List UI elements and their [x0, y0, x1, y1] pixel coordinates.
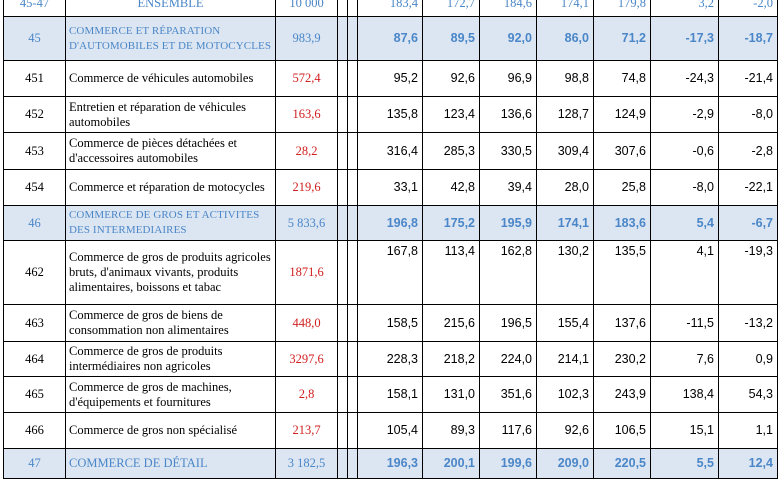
row-weight: 2,8 — [276, 377, 338, 413]
row-value: 113,4 — [423, 241, 480, 305]
row-value: 92,0 — [480, 17, 537, 61]
row-value: 214,1 — [537, 342, 594, 377]
row-weight: 448,0 — [276, 305, 338, 342]
table-row — [4, 170, 778, 206]
row-variation-2: -21,4 — [719, 61, 778, 97]
spacer-cell — [348, 449, 358, 479]
row-value: 215,6 — [423, 305, 480, 342]
row-value: 316,4 — [358, 133, 423, 170]
row-variation-1: -2,9 — [651, 97, 719, 133]
row-value: 158,1 — [358, 377, 423, 413]
spacer-cell — [338, 241, 348, 305]
row-weight: 219,6 — [276, 170, 338, 206]
row-value: 92,6 — [537, 413, 594, 449]
row-value: 230,2 — [594, 342, 651, 377]
row-label: Commerce de pièces détachées et d'accessoires automobiles — [66, 133, 276, 170]
spacer-cell — [338, 0, 348, 17]
row-weight: 983,9 — [276, 17, 338, 61]
spacer-cell — [338, 97, 348, 133]
row-weight: 572,4 — [276, 61, 338, 97]
spacer-cell — [348, 206, 358, 241]
row-variation-1: -0,6 — [651, 133, 719, 170]
row-label: Commerce de gros de biens de consommation non alimentaires — [66, 305, 276, 342]
row-code: 462 — [4, 241, 66, 305]
row-value: 39,4 — [480, 170, 537, 206]
row-value: 105,4 — [358, 413, 423, 449]
row-value: 195,9 — [480, 206, 537, 241]
spacer-cell — [348, 342, 358, 377]
row-variation-2: -2,8 — [719, 133, 778, 170]
row-label: Commerce de véhicules automobiles — [66, 61, 276, 97]
spacer-cell — [348, 170, 358, 206]
row-variation-2: -8,0 — [719, 97, 778, 133]
row-code: 46 — [4, 206, 66, 241]
row-value: 98,8 — [537, 61, 594, 97]
row-weight: 1871,6 — [276, 241, 338, 305]
row-variation-1: -8,0 — [651, 170, 719, 206]
table-row — [4, 241, 778, 305]
row-variation-2: 0,9 — [719, 342, 778, 377]
row-value: 137,6 — [594, 305, 651, 342]
table-row-ensemble — [4, 0, 778, 17]
spacer-cell — [348, 413, 358, 449]
table-row — [4, 97, 778, 133]
row-variation-2: -22,1 — [719, 170, 778, 206]
row-label: Commerce de gros non spécialisé — [66, 413, 276, 449]
spacer-cell — [338, 377, 348, 413]
spacer-cell — [338, 133, 348, 170]
row-value: 124,9 — [594, 97, 651, 133]
row-value: 131,0 — [423, 377, 480, 413]
spacer-cell — [348, 97, 358, 133]
row-code: 454 — [4, 170, 66, 206]
spacer-cell — [338, 170, 348, 206]
row-value: 167,8 — [358, 241, 423, 305]
row-value: 135,8 — [358, 97, 423, 133]
row-variation-1: 7,6 — [651, 342, 719, 377]
row-value: 174,1 — [537, 0, 594, 17]
row-value: 95,2 — [358, 61, 423, 97]
row-value: 209,0 — [537, 449, 594, 479]
row-variation-1: 5,5 — [651, 449, 719, 479]
row-value: 25,8 — [594, 170, 651, 206]
row-variation-2: -13,2 — [719, 305, 778, 342]
row-variation-1: -11,5 — [651, 305, 719, 342]
row-weight: 3 182,5 — [276, 449, 338, 479]
table-row — [4, 61, 778, 97]
row-label: Commerce de gros de produits intermédiaires non agricoles — [66, 342, 276, 377]
table-row — [4, 377, 778, 413]
row-value: 89,3 — [423, 413, 480, 449]
spacer-cell — [338, 342, 348, 377]
row-value: 196,8 — [358, 206, 423, 241]
row-value: 224,0 — [480, 342, 537, 377]
row-value: 135,5 — [594, 241, 651, 305]
index-table — [3, 0, 778, 479]
row-value: 351,6 — [480, 377, 537, 413]
row-weight: 3297,6 — [276, 342, 338, 377]
row-code: 464 — [4, 342, 66, 377]
row-variation-2: 1,1 — [719, 413, 778, 449]
row-code: 453 — [4, 133, 66, 170]
row-code: 465 — [4, 377, 66, 413]
spacer-cell — [338, 206, 348, 241]
row-value: 89,5 — [423, 17, 480, 61]
table-row-section-47 — [4, 449, 778, 479]
row-value: 243,9 — [594, 377, 651, 413]
spacer-cell — [348, 0, 358, 17]
row-value: 228,3 — [358, 342, 423, 377]
row-value: 87,6 — [358, 17, 423, 61]
row-variation-1: -17,3 — [651, 17, 719, 61]
spacer-cell — [338, 413, 348, 449]
row-code: 45 — [4, 17, 66, 61]
row-value: 130,2 — [537, 241, 594, 305]
spacer-cell — [338, 305, 348, 342]
row-label: Commerce de gros de machines, d'équipements et fournitures — [66, 377, 276, 413]
row-value: 74,8 — [594, 61, 651, 97]
row-variation-1: -24,3 — [651, 61, 719, 97]
row-value: 92,6 — [423, 61, 480, 97]
row-variation-1: 15,1 — [651, 413, 719, 449]
row-value: 307,6 — [594, 133, 651, 170]
row-code: 47 — [4, 449, 66, 479]
row-value: 330,5 — [480, 133, 537, 170]
row-value: 200,1 — [423, 449, 480, 479]
row-label: Commerce de gros de produits agricoles bruts, d'animaux vivants, produits alimentaires, boissons et tabac — [66, 241, 276, 305]
row-weight: 5 833,6 — [276, 206, 338, 241]
table-body — [4, 0, 778, 479]
row-value: 218,2 — [423, 342, 480, 377]
spacer-cell — [348, 241, 358, 305]
row-value: 175,2 — [423, 206, 480, 241]
row-value: 42,8 — [423, 170, 480, 206]
row-value: 199,6 — [480, 449, 537, 479]
row-variation-1: 5,4 — [651, 206, 719, 241]
row-value: 155,4 — [537, 305, 594, 342]
row-value: 86,0 — [537, 17, 594, 61]
row-label: COMMERCE ET RÉPARATION D'AUTOMOBILES ET DE MOTOCYCLES — [66, 17, 276, 61]
row-value: 117,6 — [480, 413, 537, 449]
row-weight: 10 000 — [276, 0, 338, 17]
row-value: 162,8 — [480, 241, 537, 305]
spacer-cell — [338, 17, 348, 61]
spacer-cell — [348, 17, 358, 61]
row-value: 174,1 — [537, 206, 594, 241]
row-variation-2: -2,0 — [719, 0, 778, 17]
row-value: 28,0 — [537, 170, 594, 206]
row-value: 128,7 — [537, 97, 594, 133]
row-value: 184,6 — [480, 0, 537, 17]
table-row-section-45 — [4, 17, 778, 61]
row-value: 71,2 — [594, 17, 651, 61]
spacer-cell — [348, 377, 358, 413]
row-value: 33,1 — [358, 170, 423, 206]
row-value: 158,5 — [358, 305, 423, 342]
row-variation-2: 54,3 — [719, 377, 778, 413]
row-variation-2: 12,4 — [719, 449, 778, 479]
row-value: 136,6 — [480, 97, 537, 133]
table-row — [4, 342, 778, 377]
row-weight: 28,2 — [276, 133, 338, 170]
table-row-section-46 — [4, 206, 778, 241]
row-variation-1: 138,4 — [651, 377, 719, 413]
table-row — [4, 133, 778, 170]
row-code: 45-47 — [4, 0, 66, 17]
row-variation-1: 4,1 — [651, 241, 719, 305]
row-code: 452 — [4, 97, 66, 133]
row-value: 220,5 — [594, 449, 651, 479]
row-variation-2: -18,7 — [719, 17, 778, 61]
spacer-cell — [348, 305, 358, 342]
table-row — [4, 413, 778, 449]
row-variation-2: -6,7 — [719, 206, 778, 241]
row-code: 451 — [4, 61, 66, 97]
row-label: Commerce et réparation de motocycles — [66, 170, 276, 206]
row-value: 309,4 — [537, 133, 594, 170]
row-value: 285,3 — [423, 133, 480, 170]
row-label: ENSEMBLE — [66, 0, 276, 17]
row-value: 183,4 — [358, 0, 423, 17]
table-row — [4, 305, 778, 342]
spacer-cell — [338, 61, 348, 97]
row-variation-2: -19,3 — [719, 241, 778, 305]
row-value: 196,3 — [358, 449, 423, 479]
row-value: 196,5 — [480, 305, 537, 342]
row-label: COMMERCE DE GROS ET ACTIVITES DES INTERMEDIAIRES — [66, 206, 276, 241]
row-value: 102,3 — [537, 377, 594, 413]
spacer-cell — [348, 61, 358, 97]
row-value: 172,7 — [423, 0, 480, 17]
row-weight: 213,7 — [276, 413, 338, 449]
row-value: 123,4 — [423, 97, 480, 133]
row-value: 183,6 — [594, 206, 651, 241]
row-variation-1: 3,2 — [651, 0, 719, 17]
row-code: 466 — [4, 413, 66, 449]
row-weight: 163,6 — [276, 97, 338, 133]
row-label: Entretien et réparation de véhicules automobiles — [66, 97, 276, 133]
spacer-cell — [348, 133, 358, 170]
row-value: 179,8 — [594, 0, 651, 17]
row-label: COMMERCE DE DÉTAIL — [66, 449, 276, 479]
row-code: 463 — [4, 305, 66, 342]
spacer-cell — [338, 449, 348, 479]
row-value: 96,9 — [480, 61, 537, 97]
row-value: 106,5 — [594, 413, 651, 449]
